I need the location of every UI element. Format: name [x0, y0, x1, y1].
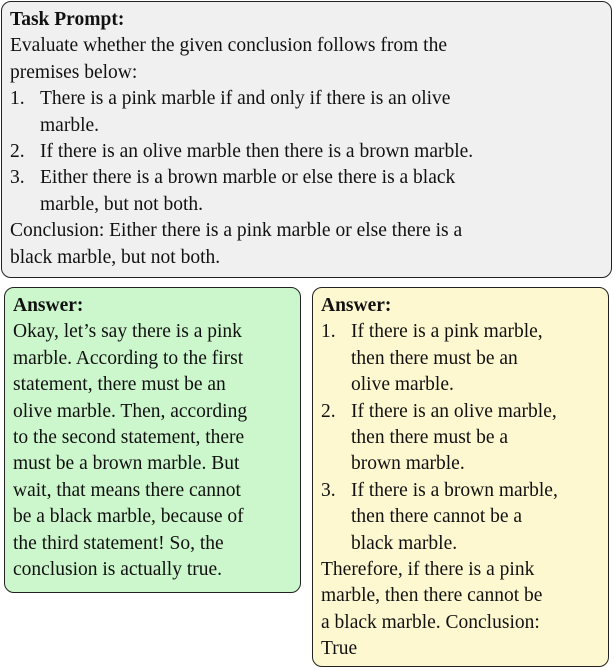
premise-line: marble. — [40, 114, 100, 136]
answer-line: Okay, let’s say there is a pink — [13, 321, 242, 343]
answer-line: marble. According to the first — [13, 347, 244, 369]
answer-conclusion-line: marble, then there cannot be — [321, 585, 543, 607]
step-line: olive marble. — [351, 374, 454, 396]
prompt-intro-line: Evaluate whether the given conclusion follows from the — [10, 35, 447, 57]
answer-conclusion-line: Therefore, if there is a pink — [321, 559, 535, 581]
premise-line: marble, but not both. — [40, 193, 204, 215]
answer-line: must be a brown marble. But — [13, 453, 240, 475]
step-number: 1. — [321, 321, 336, 343]
step-line: If there is a pink marble, — [351, 321, 543, 343]
answer-title: Answer: — [13, 295, 84, 316]
premise-line: Either there is a brown marble or else there is a black — [40, 167, 456, 189]
premise-item — [10, 86, 603, 139]
premise-number: 2. — [10, 141, 25, 163]
answer-step — [321, 319, 600, 398]
answer-line: to the second statement, there — [13, 427, 245, 449]
step-line: If there is an olive marble, — [351, 400, 557, 422]
answer-box-yellow — [312, 287, 609, 667]
task-prompt-title: Task Prompt: — [10, 9, 125, 30]
answer-step — [321, 478, 600, 557]
answer-line: olive marble. Then, according — [13, 400, 248, 422]
answer-title: Answer: — [321, 295, 392, 316]
premise-line: If there is an olive marble then there is a brown marble. — [40, 141, 474, 163]
answer-line: be a black marble, because of — [13, 506, 244, 528]
premise-number: 3. — [10, 167, 25, 189]
step-line: If there is a brown marble, — [351, 479, 558, 501]
answer-step — [321, 399, 600, 478]
answer-line: the third statement! So, the — [13, 532, 224, 554]
step-number: 2. — [321, 400, 336, 422]
answer-box-green — [4, 287, 301, 593]
answer-conclusion-line: a black marble. Conclusion: — [321, 611, 540, 633]
prompt-intro-line: premises below: — [10, 61, 138, 83]
premise-line: There is a pink marble if and only if there is an olive — [40, 88, 451, 110]
step-line: then there must be an — [351, 347, 518, 369]
step-line: then there cannot be a — [351, 506, 523, 528]
premise-number: 1. — [10, 88, 25, 110]
answer-line: statement, there must be an — [13, 374, 226, 396]
step-number: 3. — [321, 479, 336, 501]
step-line: brown marble. — [351, 453, 465, 475]
step-line: then there must be a — [351, 427, 509, 449]
task-prompt-box — [1, 1, 612, 278]
answer-conclusion-line: True — [321, 638, 358, 660]
premise-item — [10, 139, 603, 165]
premise-item — [10, 165, 603, 218]
prompt-conclusion-line: black marble, but not both. — [10, 246, 221, 268]
step-line: black marble. — [351, 532, 458, 554]
answer-line: conclusion is actually true. — [13, 559, 223, 581]
answer-line: wait, that means there cannot — [13, 479, 241, 501]
prompt-conclusion-line: Conclusion: Either there is a pink marble or else there is a — [10, 220, 463, 242]
